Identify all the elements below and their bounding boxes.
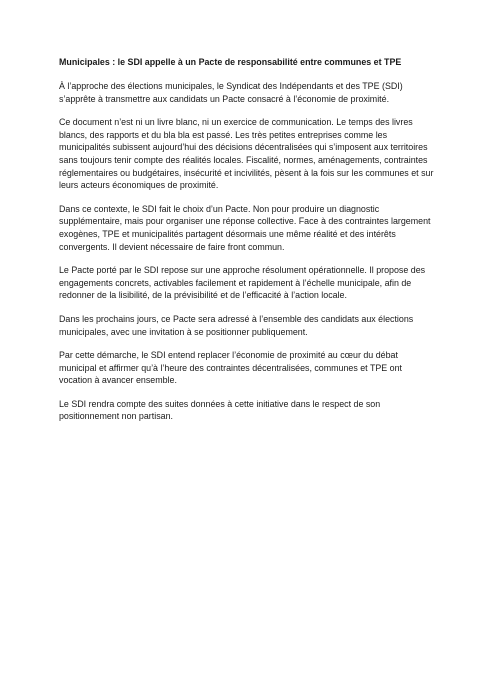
- paragraph: À l’approche des élections municipales, le Syndicat des Indépendants et des TPE (SDI) s’apprête à transmettre aux candidats un Pacte consacré à l’économie de proximité.: [59, 81, 403, 104]
- paragraph: Le SDI rendra compte des suites données à cette initiative dans le respect de son positionnement non partisan.: [59, 398, 381, 422]
- paragraph: Dans ce contexte, le SDI fait le choix d’un Pacte. Non pour produire un diagnostic supplémentaire, mais pour organiser une réponse collective. Face à des contraintes largement exogènes, TPE et municipalités partagent désormais une même réalité et des intérêts convergents. Il devient nécessaire de faire front commun.: [59, 203, 431, 252]
- document-title: Municipales : le SDI appelle à un Pacte de responsabilité entre communes et TPE: [59, 57, 402, 67]
- paragraph: Dans les prochains jours, ce Pacte sera adressé à l’ensemble des candidats aux élections municipales, avec une invitation à se positionner publiquement.: [59, 313, 414, 337]
- paragraph: Le Pacte porté par le SDI repose sur une approche résolument opérationnelle. Il propose des engagements concrets, activables facilement et rapidement à l’échelle municipale, afin de redonner de la lisibilité, de la prévisibilité et de l’efficacité à l’action locale.: [59, 265, 426, 301]
- paragraph: Ce document n’est ni un livre blanc, ni un exercice de communication. Le temps des livres blancs, des rapports et du bla bla est passé. Les très petites entreprises comme les municipalités subissent aujourd’hui des décisions décentralisées qui s’imposent aux territoires sans toujours tenir compte des réalités locales. Fiscalité, normes, aménagements, contraintes réglementaires ou budgétaires, insécurité et incivilités, pèsent à la fois sur les communes et sur leurs acteurs économiques de proximité.: [59, 117, 434, 191]
- paragraph: Par cette démarche, le SDI entend replacer l’économie de proximité au cœur du débat municipal et affirmer qu’à l’heure des contraintes décentralisées, communes et TPE ont vocation à avancer ensemble.: [59, 350, 403, 386]
